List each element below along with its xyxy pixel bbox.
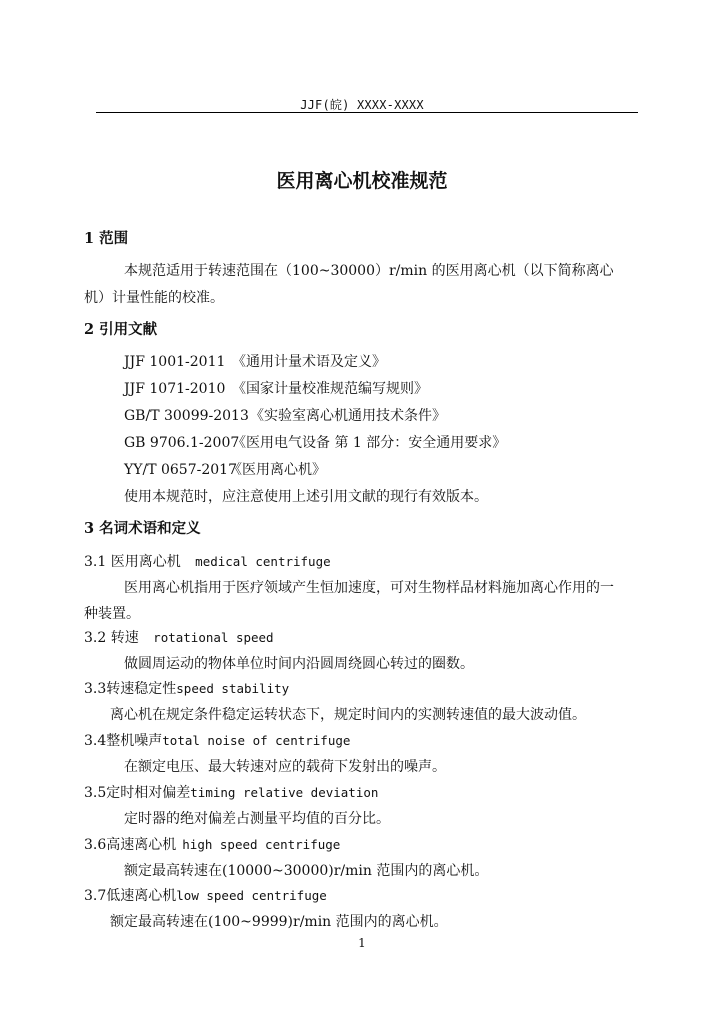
reference-code: JJF 1071-2010 [124,381,226,397]
reference-title: 《通用计量术语及定义》 [232,354,386,370]
reference-note: 使用本规范时，应注意使用上述引用文献的现行有效版本。 [124,489,488,505]
term-chinese: 定时相对偏差 [106,785,191,801]
term-english: speed stability [176,681,290,696]
reference-item [124,380,428,398]
reference-title: 《医用离心机》 [228,462,326,478]
running-header: JJF(皖) XXXX-XXXX [300,98,424,112]
term-definition: 额定最高转速在(10000~30000)r/min 范围内的离心机。 [124,863,489,879]
term-english: timing relative deviation [190,785,379,800]
reference-item [124,461,326,479]
term-english: medical centrifuge [195,554,331,569]
term-english: high speed centrifuge [182,837,341,852]
reference-code: YY/T 0657-2017 [124,462,237,478]
term-chinese: 医用离心机 [110,554,181,570]
section-3-heading: 3 名词术语和定义 [84,520,201,537]
term-chinese: 高速离心机 [106,837,177,853]
term-heading [84,629,274,647]
term-definition: 额定最高转速在(100~9999)r/min 范围内的离心机。 [110,914,448,930]
reference-item [124,434,506,452]
term-number: 3.7 [84,888,107,904]
reference-code: GB/T 30099-2013 [124,408,249,424]
term-number: 3.4 [84,733,107,749]
reference-item [124,353,386,371]
term-heading [84,680,289,698]
reference-title: 《实验室离心机通用技术条件》 [250,408,446,424]
term-english: total noise of centrifuge [162,733,351,748]
term-chinese: 转速 [110,630,139,646]
term-definition-line-1: 医用离心机指用于医疗领域产生恒加速度，可对生物样品材料施加离心作用的一 [124,580,614,596]
reference-code: JJF 1001-2011 [124,354,226,370]
scope-paragraph-line-1: 本规范适用于转速范围在（100~30000）r/min 的医用离心机（以下简称离心 [124,263,614,279]
term-definition-line-2: 种装置。 [84,606,140,622]
reference-code: GB 9706.1-2007 [124,435,240,451]
reference-title: 《医用电气设备 第 1 部分：安全通用要求》 [232,435,507,451]
term-heading [84,553,331,571]
section-1-heading: 1 范围 [84,230,129,247]
document-title: 医用离心机校准规范 [276,170,448,192]
scope-paragraph-line-2: 机）计量性能的校准。 [84,290,224,306]
term-chinese: 低速离心机 [106,888,177,904]
term-heading [84,836,340,854]
reference-item [124,407,446,425]
term-heading [84,784,378,802]
term-chinese: 转速稳定性 [106,681,177,697]
term-definition: 在额定电压、最大转速对应的载荷下发射出的噪声。 [124,759,446,775]
term-number: 3.1 [84,554,107,570]
term-number: 3.3 [84,681,107,697]
term-definition: 定时器的绝对偏差占测量平均值的百分比。 [124,811,390,827]
term-chinese: 整机噪声 [106,733,163,749]
header-rule [96,112,638,113]
section-2-heading: 2 引用文献 [84,321,158,338]
term-english: low speed centrifuge [176,888,327,903]
term-number: 3.2 [84,630,107,646]
page-number: 1 [358,936,366,950]
term-number: 3.5 [84,785,107,801]
term-heading [84,732,350,750]
term-definition: 离心机在规定条件稳定运转状态下，规定时间内的实测转速值的最大波动值。 [110,707,586,723]
term-english: rotational speed [153,630,274,645]
term-definition: 做圆周运动的物体单位时间内沿圆周绕圆心转过的圈数。 [124,656,474,672]
term-heading [84,887,327,905]
term-number: 3.6 [84,837,107,853]
reference-title: 《国家计量校准规范编写规则》 [232,381,428,397]
